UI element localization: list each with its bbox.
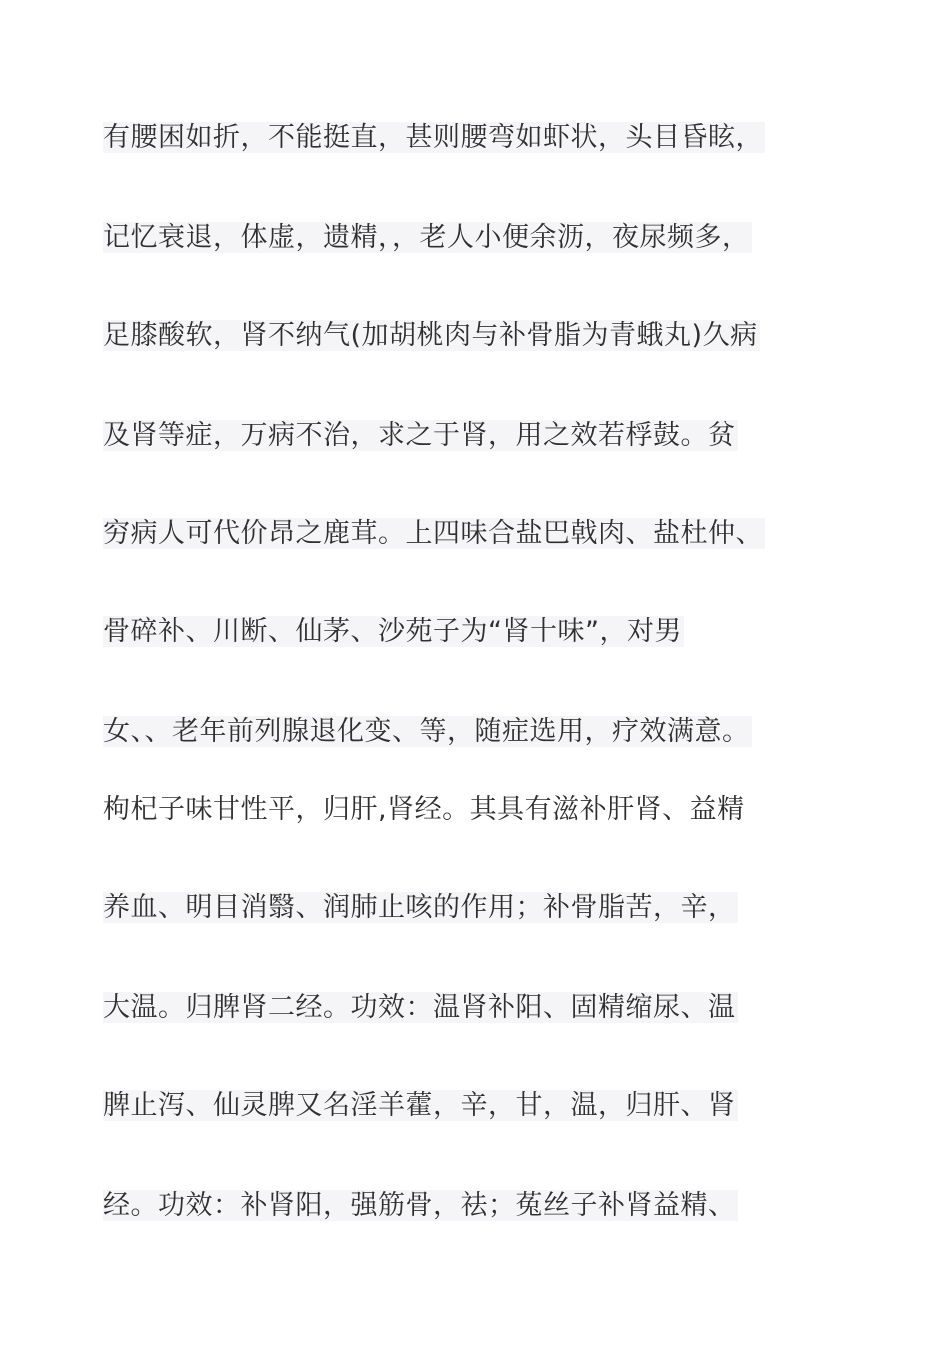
text-line-7-content: 女、、老年前列腺退化变、等，随症选用，疗效满意。 bbox=[103, 716, 750, 747]
text-line-9-content: 养血、明目消翳、润肺止咳的作用；补骨脂苦，辛， bbox=[103, 892, 736, 923]
text-line-2 bbox=[103, 218, 752, 258]
text-line-4 bbox=[103, 416, 738, 456]
text-line-8-content: 枸杞子味甘性平，归肝,肾经。其具有滋补肝肾、益精 bbox=[103, 794, 745, 825]
text-line-12 bbox=[103, 1186, 738, 1226]
text-line-5 bbox=[103, 514, 765, 554]
text-line-11-content: 脾止泻、仙灵脾又名淫羊藿，辛，甘，温，归肝、肾 bbox=[103, 1090, 736, 1121]
text-line-1-content: 有腰困如折，不能挺直，甚则腰弯如虾状，头目昏眩， bbox=[103, 122, 763, 153]
text-line-9 bbox=[103, 888, 738, 928]
text-line-1 bbox=[103, 118, 765, 158]
text-line-3-content: 足膝酸软，肾不纳气(加胡桃肉与补骨脂为青蛾丸)久病 bbox=[103, 320, 758, 351]
text-line-10 bbox=[103, 988, 738, 1028]
text-line-8 bbox=[103, 790, 745, 830]
text-line-6 bbox=[103, 612, 684, 652]
text-line-12-content: 经。功效：补肾阳，强筋骨，祛；菟丝子补肾益精、 bbox=[103, 1190, 736, 1221]
text-line-11 bbox=[103, 1086, 738, 1126]
text-line-5-content: 穷病人可代价昂之鹿茸。上四味合盐巴戟肉、盐杜仲、 bbox=[103, 518, 763, 549]
text-line-4-content: 及肾等症，万病不治，求之于肾，用之效若桴鼓。贫 bbox=[103, 420, 736, 451]
text-line-6-content: 骨碎补、川断、仙茅、沙苑子为“肾十味”，对男 bbox=[103, 616, 682, 647]
text-line-7 bbox=[103, 712, 752, 752]
text-line-2-content: 记忆衰退，体虚，遗精，，老人小便余沥，夜尿频多， bbox=[103, 222, 750, 253]
text-line-3 bbox=[103, 316, 760, 356]
text-line-10-content: 大温。归脾肾二经。功效：温肾补阳、固精缩尿、温 bbox=[103, 992, 736, 1023]
